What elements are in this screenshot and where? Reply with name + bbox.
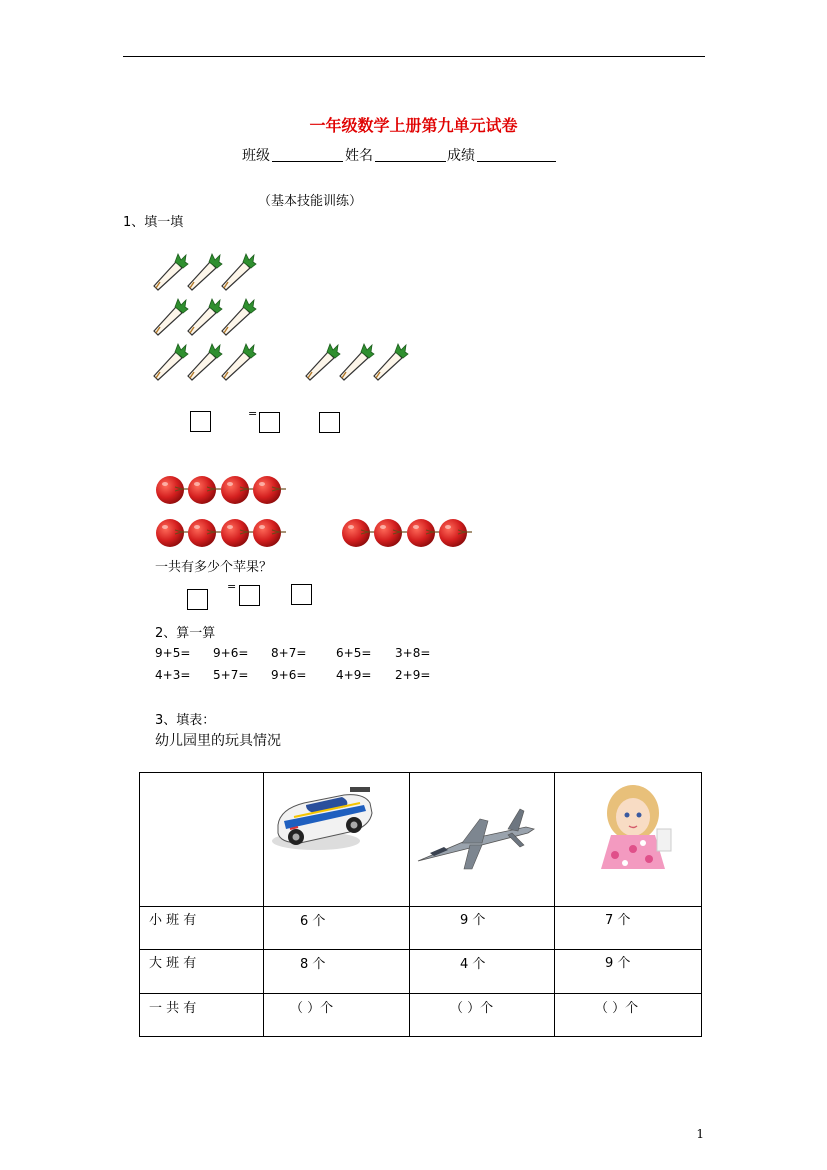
answer-box[interactable] <box>190 411 211 432</box>
q2-heading: 2、算一算 <box>155 626 216 641</box>
apple-icon <box>253 476 286 504</box>
class-label: 班级 <box>242 148 270 164</box>
calc-problem: 4+3= <box>155 668 191 682</box>
row-label: 一 共 有 <box>149 1001 197 1016</box>
apple-icon <box>156 519 189 547</box>
carrot-icon <box>374 344 408 380</box>
table-header-row <box>140 773 702 907</box>
section-note: （基本技能训练） <box>258 194 363 209</box>
answer-box[interactable] <box>187 589 208 610</box>
calc-problem: 9+5= <box>155 646 191 660</box>
apple-icon <box>188 476 221 504</box>
score-blank[interactable] <box>477 161 556 162</box>
apple-icon <box>253 519 286 547</box>
q1-heading: 1、填一填 <box>123 215 184 230</box>
table-row <box>140 907 702 950</box>
apple-icon <box>156 476 189 504</box>
table-cell-value: 7 个 <box>605 913 631 928</box>
doll-cell <box>555 773 702 907</box>
carrot-icon <box>306 344 340 380</box>
doll-icon <box>555 773 700 902</box>
answer-box[interactable] <box>291 584 312 605</box>
apple-question: 一共有多少个苹果？ <box>155 560 273 575</box>
table-cell-value[interactable]: （ ）个 <box>595 1001 639 1016</box>
calc-problem: 8+7= <box>271 646 307 660</box>
calc-problem: 4+9= <box>336 668 372 682</box>
class-blank[interactable] <box>272 161 343 162</box>
table-cell-value: 9 个 <box>460 913 486 928</box>
table-cell-value: 6 个 <box>300 914 326 929</box>
carrot-icon <box>154 299 188 335</box>
page-number: 1 <box>696 1127 704 1141</box>
carrot-icon <box>188 299 222 335</box>
apple-icon <box>407 519 440 547</box>
plane-cell <box>410 773 555 907</box>
apple-icon <box>439 519 472 547</box>
q3-subtitle: 幼儿园里的玩具情况 <box>155 733 281 749</box>
table-cell-value: 4 个 <box>460 957 486 972</box>
apple-icon <box>374 519 407 547</box>
header-rule <box>123 56 705 57</box>
answer-box[interactable] <box>319 412 340 433</box>
fighter-jet-icon <box>410 773 553 902</box>
car-cell <box>264 773 410 907</box>
carrot-icon <box>188 254 222 290</box>
table-cell-value: 9 个 <box>605 956 631 971</box>
carrot-groups <box>150 252 410 382</box>
answer-box[interactable] <box>239 585 260 606</box>
table-cell-value: 8 个 <box>300 957 326 972</box>
carrot-icon <box>222 299 256 335</box>
carrot-icon <box>188 344 222 380</box>
page-title: 一年级数学上册第九单元试卷 <box>309 116 518 135</box>
carrot-icon <box>222 344 256 380</box>
table-corner-cell <box>140 773 264 907</box>
race-car-icon <box>264 773 408 902</box>
apple-groups <box>154 473 474 553</box>
name-blank[interactable] <box>375 161 446 162</box>
calc-problem: 5+7= <box>213 668 249 682</box>
equals-sign: = <box>248 407 258 420</box>
calc-problem: 2+9= <box>395 668 431 682</box>
apple-icon <box>221 476 254 504</box>
apple-icon <box>342 519 375 547</box>
carrot-icon <box>340 344 374 380</box>
table-cell-value[interactable]: （ ）个 <box>450 1001 494 1016</box>
calc-problem: 6+5= <box>336 646 372 660</box>
carrot-icon <box>154 254 188 290</box>
table-row <box>140 950 702 994</box>
row-label: 大 班 有 <box>149 956 197 971</box>
carrot-icon <box>154 344 188 380</box>
calc-problem: 3+8= <box>395 646 431 660</box>
table-row <box>140 994 702 1037</box>
table-cell-value[interactable]: （ ）个 <box>290 1001 334 1016</box>
name-label: 姓名 <box>345 148 373 164</box>
score-label: 成绩 <box>447 148 475 164</box>
apple-icon <box>188 519 221 547</box>
q3-heading: 3、填表： <box>155 713 216 728</box>
calc-problem: 9+6= <box>271 668 307 682</box>
toy-table <box>139 772 702 1037</box>
carrot-icon <box>222 254 256 290</box>
answer-box[interactable] <box>259 412 280 433</box>
apple-icon <box>221 519 254 547</box>
row-label: 小 班 有 <box>149 913 197 928</box>
calc-problem: 9+6= <box>213 646 249 660</box>
equals-sign: = <box>227 580 237 593</box>
